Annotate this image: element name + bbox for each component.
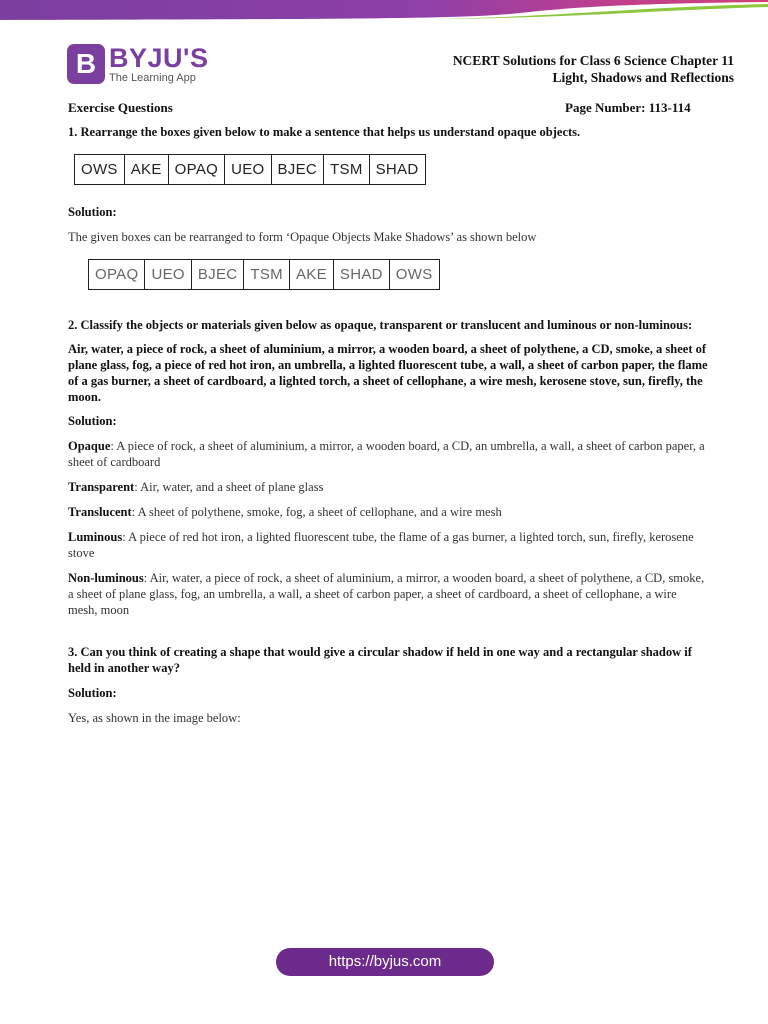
solution-label-3: Solution: (68, 686, 117, 700)
luminous-text: : A piece of red hot iron, a lighted fluorescent tube, the flame of a gas burner, a lighted torch, sun, firefly, kerosene stove (68, 530, 694, 560)
footer-url-link[interactable]: https://byjus.com (276, 948, 494, 976)
word-box: SHAD (333, 260, 389, 289)
answer-1: The given boxes can be rearranged to form ‘Opaque Objects Make Shadows’ as shown below (68, 230, 537, 244)
word-box: TSM (323, 155, 369, 184)
word-box: TSM (243, 260, 289, 289)
question-3: 3. Can you think of creating a shape that would give a circular shadow if held in one way and a rectangular shadow if held in another way? (68, 645, 692, 675)
transparent-label: Transparent (68, 480, 135, 494)
word-box: OWS (81, 161, 118, 178)
nonluminous-text: : Air, water, a piece of rock, a sheet of aluminium, a mirror, a wooden board, a sheet of polythene, a CD, smoke, a sheet of plane glass, fog, an umbrella, a wall, a sheet of carbon paper, a sheet of cardboard, a sheet of cellophane, a wire mesh, moon (68, 571, 705, 617)
word-box: BJEC (271, 155, 324, 184)
exercise-label: Exercise Questions (68, 100, 173, 115)
document-title-line2: Light, Shadows and Reflections (552, 70, 734, 85)
question-boxes (74, 154, 426, 185)
logo-tagline: The Learning App (109, 71, 196, 84)
opaque-label: Opaque (68, 439, 111, 453)
answer-3: Yes, as shown in the image below: (68, 711, 241, 725)
luminous-label: Luminous (68, 530, 123, 544)
opaque-answer (68, 438, 708, 470)
translucent-label: Translucent (68, 505, 132, 519)
top-decorative-bar (0, 0, 768, 22)
word-box: SHAD (369, 155, 425, 184)
byjus-logo (67, 44, 208, 84)
solution-label-2: Solution: (68, 414, 117, 428)
transparent-text: : Air, water, and a sheet of plane glass (134, 480, 324, 494)
opaque-text: : A piece of rock, a sheet of aluminium, a mirror, a wooden board, a CD, an umbrella, a wall, a sheet of carbon paper, a sheet of cardboard (68, 439, 705, 469)
word-box: OWS (389, 260, 439, 289)
word-box: BJEC (191, 260, 244, 289)
luminous-answer (68, 529, 708, 561)
nonluminous-answer (68, 570, 708, 618)
word-box: AKE (124, 155, 168, 184)
word-box: OPAQ (95, 266, 139, 283)
question-2-items: Air, water, a piece of rock, a sheet of aluminium, a mirror, a wooden board, a sheet of polythene, a CD, smoke, a sheet of plane glass, fog, a piece of red hot iron, an umbrella, a lighted fluorescent tube, a wall, a sheet of carbon paper, the flame of a gas burner, a sheet of cardboard, a lighted torch, a sheet of cellophane, a wire mesh, kerosene stove, sun, firefly, the moon. (68, 342, 708, 404)
logo-text (109, 42, 209, 84)
word-box: UEO (144, 260, 190, 289)
answer-boxes (88, 259, 440, 290)
document-title (453, 52, 734, 86)
word-box: OPAQ (168, 155, 224, 184)
translucent-answer (68, 504, 708, 520)
nonluminous-label: Non-luminous (68, 571, 144, 585)
document-title-line1: NCERT Solutions for Class 6 Science Chapter 11 (452, 53, 734, 68)
question-1: 1. Rearrange the boxes given below to make a sentence that helps us understand opaque objects. (68, 125, 581, 139)
page-number: Page Number: 113-114 (565, 100, 691, 115)
word-box: AKE (289, 260, 333, 289)
logo-brand-name: BYJU'S (109, 42, 209, 73)
word-box: UEO (224, 155, 270, 184)
logo-badge-icon: B (67, 44, 105, 84)
document-content (68, 124, 708, 726)
solution-label-1: Solution: (68, 205, 117, 219)
translucent-text: : A sheet of polythene, smoke, fog, a sheet of cellophane, and a wire mesh (131, 505, 502, 519)
question-2: 2. Classify the objects or materials given below as opaque, transparent or translucent and luminous or non-luminous: (68, 318, 693, 332)
transparent-answer (68, 479, 708, 495)
